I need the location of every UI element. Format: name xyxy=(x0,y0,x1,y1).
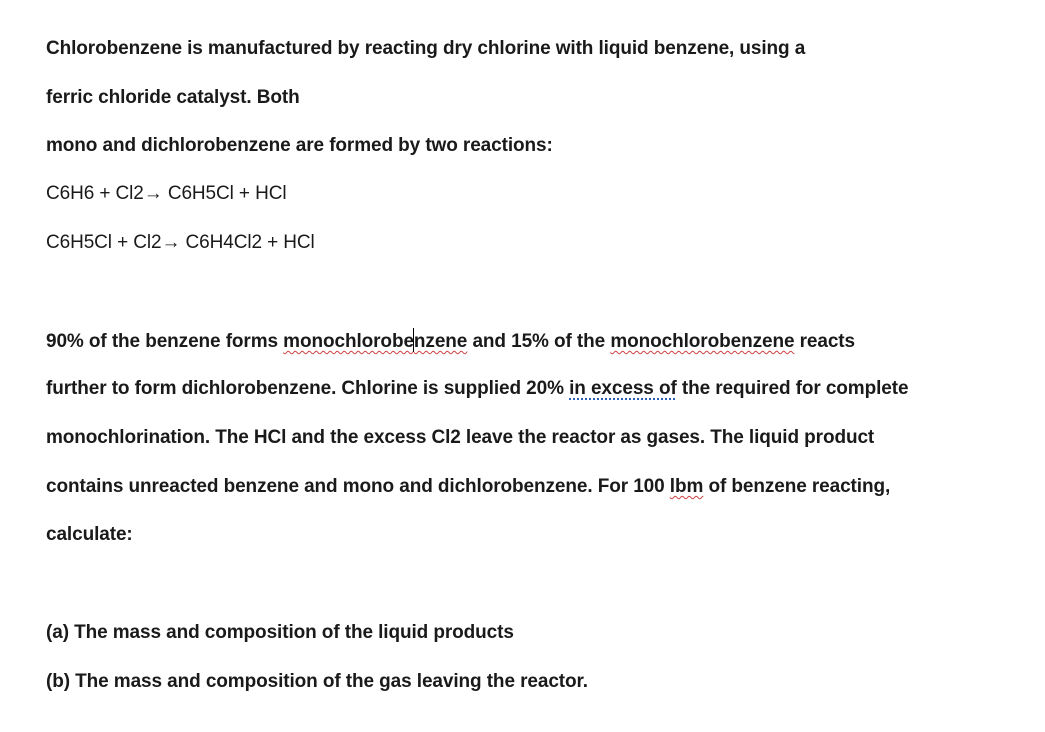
intro-line-2: ferric chloride catalyst. Both xyxy=(46,87,300,108)
text-run: contains unreacted benzene and mono and dichlorobenzene. For 100 xyxy=(46,476,670,497)
reaction-2: C6H5Cl + Cl2→ C6H4Cl2 + HCl xyxy=(46,232,315,253)
spellcheck-word-monochlorobenzene-2[interactable]: monochlorobenzene xyxy=(610,331,795,352)
question-b: (b) The mass and composition of the gas leaving the reactor. xyxy=(46,671,588,692)
text-run: the required for complete xyxy=(676,378,909,399)
spellcheck-word-lbm[interactable]: lbm xyxy=(669,476,704,497)
spellcheck-word-monochlorobenzene-1[interactable] xyxy=(283,331,467,352)
question-a: (a) The mass and composition of the liquid products xyxy=(46,622,514,643)
reaction-1: C6H6 + Cl2→ C6H5Cl + HCl xyxy=(46,183,287,204)
intro-line-3: mono and dichlorobenzene are formed by two reactions: xyxy=(46,135,553,156)
paragraph-line-4 xyxy=(46,475,890,499)
text-run: nzene xyxy=(413,331,468,352)
text-run: reacts xyxy=(794,331,855,352)
intro-line-1: Chlorobenzene is manufactured by reacting dry chlorine with liquid benzene, using a xyxy=(46,38,806,59)
paragraph-line-1 xyxy=(46,328,855,354)
text-run: further to form dichlorobenzene. Chlorine is supplied 20% xyxy=(46,378,570,399)
text-run: 90% of the benzene forms xyxy=(46,331,284,352)
paragraph-line-3: monochlorination. The HCl and the excess Cl2 leave the reactor as gases. The liquid product xyxy=(46,427,875,448)
paragraph-line-5: calculate: xyxy=(46,524,133,545)
text-run: of benzene reacting, xyxy=(703,476,891,497)
text-run: and 15% of the xyxy=(467,331,611,352)
paragraph-line-2 xyxy=(46,377,908,401)
grammar-flag-in-excess-of[interactable]: in excess of xyxy=(569,378,677,399)
text-run: monochlorobe xyxy=(283,331,414,352)
